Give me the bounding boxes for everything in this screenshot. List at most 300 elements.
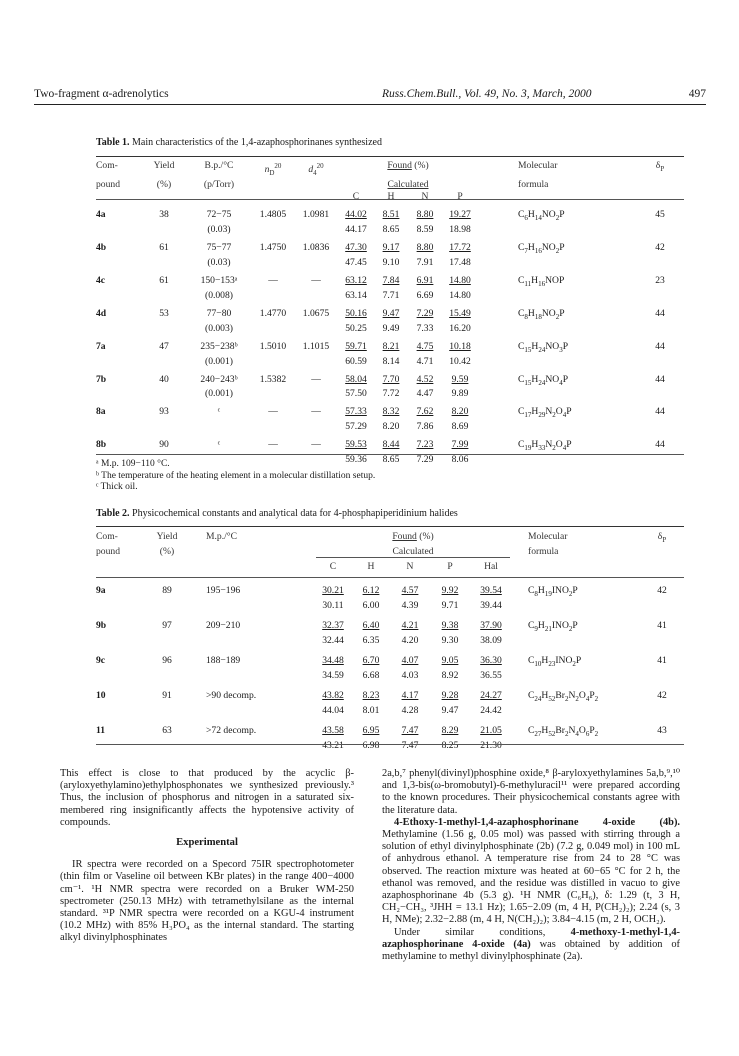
t2-h-yield-2: (%): [159, 545, 175, 557]
empty-cell: [512, 740, 640, 752]
table2-row-found: [96, 585, 684, 600]
table2-caption-text: Physicochemical constants and analytical data for 4-phosphapiperidinium halides: [132, 508, 458, 519]
mp-cell: >90 decomp.: [206, 689, 257, 701]
calc-value: 8.65: [382, 223, 400, 235]
nd-cell: —: [268, 406, 278, 418]
yield-cell: 91: [162, 689, 172, 701]
empty-cell: [96, 290, 142, 302]
bp-cell: 77−80: [206, 307, 232, 319]
formula-cell: $C_{27}H_{52}Br_2N_4O_6P_2$: [528, 724, 599, 738]
dp-cell: 42: [655, 241, 665, 253]
running-header: [34, 88, 706, 104]
table2-row-calc: [96, 705, 684, 717]
empty-cell: [96, 257, 142, 269]
spacer-cell: [478, 209, 518, 224]
table1-row-calc: [96, 257, 684, 269]
calc-value: 9.47: [441, 704, 459, 716]
empty-cell: [478, 421, 518, 433]
t2-h-mp: M.p./°C: [206, 531, 238, 542]
t1-h-dp: $\delta_P$: [655, 160, 665, 173]
dp-cell: 44: [655, 307, 665, 319]
calc-value: 9.10: [382, 256, 400, 268]
calc-value: 57.29: [345, 421, 367, 433]
table1-body: [96, 209, 684, 472]
calc-value: 4.39: [401, 599, 419, 611]
dp-cell: 43: [657, 724, 667, 736]
empty-cell: [146, 740, 188, 752]
empty-cell: [294, 224, 338, 236]
table2-row-calc: [96, 740, 684, 752]
calc-value: 8.69: [451, 421, 469, 433]
nd-cell: —: [268, 439, 278, 451]
compound-id: 9a: [96, 585, 106, 596]
table2-subheader-rule: [316, 557, 510, 558]
found-value: 6.70: [362, 654, 380, 666]
dp-cell: 44: [655, 340, 665, 352]
dp-cell: 42: [657, 585, 667, 596]
t2-h-yield-1: Yield: [156, 531, 178, 542]
yield-cell: 61: [159, 241, 169, 253]
empty-cell: [96, 388, 142, 400]
found-value: 59.71: [345, 340, 367, 352]
t2-h-pct: (%): [419, 531, 434, 542]
compound-id: 7b: [96, 373, 107, 385]
empty-cell: [636, 356, 684, 368]
empty-cell: [478, 454, 518, 466]
calc-value: 36.55: [480, 669, 502, 681]
spacer-cell: [478, 275, 518, 290]
t1-h-formula-2: formula: [518, 179, 549, 191]
found-value: 4.52: [416, 373, 434, 385]
calc-value: 8.01: [362, 704, 380, 716]
yield-cell: 97: [162, 619, 172, 631]
table1-row-found: [96, 406, 684, 421]
found-value: 8.29: [441, 724, 459, 736]
found-value: 39.54: [480, 585, 502, 596]
empty-cell: [640, 670, 684, 682]
experimental-heading: Experimental: [176, 837, 238, 849]
compound-id: 10: [96, 689, 106, 701]
bp-cell: 240−243ᵇ: [200, 373, 238, 385]
yield-cell: 93: [159, 406, 169, 418]
calc-value: 63.14: [345, 289, 367, 301]
table1-header: [96, 160, 684, 203]
empty-cell: [478, 257, 518, 269]
calc-value: 9.71: [441, 599, 459, 611]
table1-note-b: ᵇ The temperature of the heating element in a molecular distillation setup.: [96, 470, 376, 481]
found-value: 50.16: [345, 307, 367, 319]
table2-row-found: [96, 690, 684, 705]
calc-value: 60.59: [345, 355, 367, 367]
t1-h-pct: (%): [414, 160, 429, 171]
calc-value: 4.71: [416, 355, 434, 367]
compound-id: 4c: [96, 274, 106, 286]
yield-cell: 47: [159, 340, 169, 352]
empty-cell: [294, 421, 338, 433]
t1-h-formula-1: Molecular: [518, 160, 558, 171]
table1-label: Table 1.: [96, 137, 130, 148]
found-value: 32.37: [322, 619, 344, 631]
calc-value: 8.92: [441, 669, 459, 681]
found-value: 7.29: [416, 307, 434, 319]
header-rule: [34, 104, 706, 105]
pressure-cell: (0.003): [205, 322, 233, 334]
empty-cell: [636, 224, 684, 236]
calc-value: 8.59: [416, 223, 434, 235]
empty-cell: [188, 670, 314, 682]
found-value: 6.95: [362, 724, 380, 736]
found-value: 59.53: [345, 439, 367, 451]
calc-value: 6.98: [362, 739, 380, 751]
calc-value: 6.68: [362, 669, 380, 681]
table1-note-a: ᵃ M.p. 109−110 °C.: [96, 459, 170, 469]
empty-cell: [518, 323, 636, 335]
t2-h-found: Found: [392, 531, 417, 542]
t1-h-compound-1: Com-: [96, 160, 118, 171]
density-cell: 1.0981: [302, 209, 330, 220]
yield-cell: 90: [159, 439, 169, 451]
dp-cell: 42: [657, 689, 667, 701]
calc-value: 14.80: [449, 289, 471, 301]
calc-value: 50.25: [345, 322, 367, 334]
pressure-cell: [186, 421, 252, 433]
formula-cell: $C_{15}H_{24}NO_3P$: [518, 340, 569, 354]
yield-cell: 63: [162, 724, 172, 736]
calc-value: 17.48: [449, 256, 471, 268]
found-value: 9.17: [382, 241, 400, 253]
empty-cell: [142, 290, 186, 302]
calc-value: 7.91: [416, 256, 434, 268]
table1-row-calc: [96, 224, 684, 236]
yield-cell: 38: [159, 209, 169, 220]
compound-id: 9c: [96, 654, 106, 666]
experimental-paragraph: IR spectra were recorded on a Specord 75IR spectrophotometer (thin film or Vaseline oil between KBr plates) in the range 400−4000 cm⁻¹. ¹H NMR spectra were recorded on a Bruker WM-250 spectrometer (250.13 MHz) with tetramethylsilane as the internal standard. ³¹P NMR spectra were recorded on a KGU-4 instrument (10.2 MHz) with 85% H₃PO₄ as the internal standard. The starting alkyl divinylphosphinates: [60, 859, 354, 944]
found-value: 37.90: [480, 619, 502, 631]
table1-row-calc: [96, 388, 684, 400]
mp-cell: 209−210: [206, 619, 241, 631]
found-value: 19.27: [449, 209, 471, 220]
empty-cell: [252, 257, 294, 269]
calc-value: 10.42: [449, 355, 471, 367]
empty-cell: [96, 356, 142, 368]
t1-h-d4: $d_4^{20}$: [308, 162, 324, 178]
t1-h-nd: $n_D^{20}$: [264, 162, 282, 178]
empty-cell: [636, 323, 684, 335]
t1-h-found-group: [338, 160, 478, 179]
empty-cell: [188, 705, 314, 717]
empty-cell: [96, 224, 142, 236]
pressure-cell: (0.03): [207, 256, 231, 268]
empty-cell: [294, 323, 338, 335]
calc-value: 18.98: [449, 223, 471, 235]
yield-cell: 53: [159, 307, 169, 319]
found-value: 9.92: [441, 585, 459, 596]
running-title: Two-fragment α-adrenolytics: [34, 88, 169, 100]
empty-cell: [146, 670, 188, 682]
dp-cell: 45: [655, 209, 665, 220]
table2-row-found: [96, 620, 684, 635]
empty-cell: [640, 740, 684, 752]
empty-cell: [96, 635, 146, 647]
table2-row-calc: [96, 600, 684, 612]
bp-cell: ᶜ: [217, 406, 221, 418]
table1-row-found: [96, 341, 684, 356]
density-cell: —: [311, 406, 321, 418]
found-value: 34.48: [322, 654, 344, 666]
empty-cell: [640, 705, 684, 717]
t1-h-yield-2: (%): [156, 179, 172, 191]
empty-cell: [188, 600, 314, 612]
found-value: 36.30: [480, 654, 502, 666]
compound-id: 4a: [96, 209, 106, 220]
density-cell: 1.0836: [302, 241, 330, 253]
found-value: 24.27: [480, 689, 502, 701]
table2-row-calc: [96, 635, 684, 647]
dp-cell: 44: [655, 373, 665, 385]
found-value: 9.38: [441, 619, 459, 631]
empty-cell: [478, 224, 518, 236]
density-cell: 1.0675: [302, 307, 330, 319]
t2-h-dp: $\delta_P$: [657, 531, 667, 544]
found-value: 17.72: [449, 241, 471, 253]
calc-value: 38.09: [480, 634, 502, 646]
table1-row-found: [96, 439, 684, 454]
calc-value: 4.03: [401, 669, 419, 681]
found-value: 8.20: [451, 406, 469, 418]
calc-value: 39.44: [480, 599, 502, 611]
calc-value: 4.47: [416, 388, 434, 400]
spacer-cell: [478, 374, 518, 389]
calc-value: 9.49: [382, 322, 400, 334]
table1-caption: [96, 137, 382, 148]
formula-cell: $C_8H_{19}INO_2P$: [528, 585, 578, 598]
found-value: 8.32: [382, 406, 400, 418]
table2-label: Table 2.: [96, 508, 130, 519]
density-cell: —: [311, 373, 321, 385]
found-value: 30.21: [322, 585, 344, 596]
table2-subheader: [96, 561, 684, 573]
empty-cell: [188, 635, 314, 647]
t2-h-formula-2: formula: [528, 545, 559, 557]
compound-4b-title: 4-Ethoxy-1-methyl-1,4-azaphosphorinane 4-oxide (4b).: [394, 816, 680, 828]
calc-value: 8.25: [441, 739, 459, 751]
nd-cell: 1.5010: [259, 340, 287, 352]
t1-h-n: N: [421, 191, 429, 203]
found-value: 9.47: [382, 307, 400, 319]
yield-cell: 61: [159, 274, 169, 286]
compound-id: 8b: [96, 439, 107, 451]
right-para3-start: Under similar conditions,: [394, 926, 571, 938]
table2-caption: [96, 508, 458, 519]
bp-cell: 235−238ᵇ: [200, 340, 238, 352]
empty-cell: [96, 323, 142, 335]
formula-cell: $C_7H_{16}NO_2P$: [518, 241, 565, 255]
nd-cell: 1.4805: [259, 209, 287, 220]
empty-cell: [518, 257, 636, 269]
table1-row-calc: [96, 290, 684, 302]
found-value: 57.33: [345, 406, 367, 418]
calc-value: 57.50: [345, 388, 367, 400]
nd-cell: 1.5382: [259, 373, 287, 385]
empty-cell: [518, 388, 636, 400]
calc-value: 44.17: [345, 223, 367, 235]
empty-cell: [252, 290, 294, 302]
empty-cell: [294, 388, 338, 400]
empty-cell: [478, 323, 518, 335]
nd-cell: 1.4770: [259, 307, 287, 319]
calc-value: 34.59: [322, 669, 344, 681]
formula-cell: $C_{10}H_{23}INO_2P$: [528, 654, 582, 668]
t1-h-bp-2: (p/Torr): [203, 179, 235, 191]
t2-h-c: C: [329, 561, 337, 572]
found-value: 8.23: [362, 689, 380, 701]
empty-cell: [512, 600, 640, 612]
empty-cell: [512, 705, 640, 717]
mp-cell: >72 decomp.: [206, 724, 257, 736]
t1-h-h: H: [387, 191, 395, 203]
formula-cell: $C_8H_{18}NO_2P$: [518, 307, 565, 321]
journal-citation: Russ.Chem.Bull., Vol. 49, No. 3, March, 2000: [382, 88, 592, 100]
dp-cell: 23: [655, 274, 665, 286]
formula-cell: $C_{11}H_{16}NOP$: [518, 274, 565, 288]
t1-h-p: P: [457, 191, 463, 203]
t2-h-hal: Hal: [484, 561, 498, 572]
pressure-cell: (0.03): [207, 223, 231, 235]
calc-value: 4.28: [401, 704, 419, 716]
calc-value: 7.33: [416, 322, 434, 334]
table2-row-found: [96, 655, 684, 670]
empty-cell: [478, 356, 518, 368]
table1-row-found: [96, 275, 684, 290]
mp-cell: 195−196: [206, 585, 241, 596]
page-number: 497: [688, 88, 706, 100]
bp-cell: 150−153ᵃ: [200, 274, 238, 286]
empty-cell: [96, 740, 146, 752]
t2-h-compound-2: pound: [96, 545, 120, 557]
empty-cell: [96, 670, 146, 682]
found-value: 44.02: [345, 209, 367, 220]
empty-cell: [188, 740, 314, 752]
bp-cell: 72−75: [206, 209, 232, 220]
calc-value: 4.20: [401, 634, 419, 646]
found-value: 9.05: [441, 654, 459, 666]
calc-value: 6.00: [362, 599, 380, 611]
calc-value: 9.89: [451, 388, 469, 400]
empty-cell: [252, 421, 294, 433]
calc-value: 8.65: [382, 454, 400, 466]
dp-cell: 41: [657, 654, 667, 666]
empty-cell: [518, 290, 636, 302]
table1-row-calc: [96, 421, 684, 433]
t2-h-n: N: [406, 561, 414, 572]
bp-cell: 75−77: [206, 241, 232, 253]
empty-cell: [146, 705, 188, 717]
density-cell: 1.1015: [302, 340, 330, 352]
empty-cell: [142, 323, 186, 335]
density-cell: —: [311, 274, 321, 286]
empty-cell: [142, 224, 186, 236]
calc-value: 6.35: [362, 634, 380, 646]
found-value: 6.91: [416, 274, 434, 286]
empty-cell: [640, 600, 684, 612]
found-value: 8.44: [382, 439, 400, 451]
table2-row-calc: [96, 670, 684, 682]
found-value: 7.99: [451, 439, 469, 451]
table2-header: [96, 531, 684, 558]
found-value: 6.40: [362, 619, 380, 631]
right-paragraph-2: [382, 817, 680, 927]
left-intro-paragraph: This effect is close to that produced by the acyclic β-(aryloxyethylamino)ethylphosphonates we synthesized previously.³ Thus, the inclusion of phosphorus and nitrogen in a saturated six-membered ring insignificantly affects the hypotensive activity of compounds.: [60, 768, 354, 828]
found-value: 7.47: [401, 724, 419, 736]
calc-value: 21.30: [480, 739, 502, 751]
found-value: 10.18: [449, 340, 471, 352]
t2-h-found-group: [314, 531, 512, 546]
empty-cell: [96, 705, 146, 717]
found-value: 43.82: [322, 689, 344, 701]
compound-id: 4b: [96, 241, 107, 253]
formula-cell: $C_6H_{14}NO_2P$: [518, 209, 565, 222]
calc-value: 7.47: [401, 739, 419, 751]
table1-notes: [96, 459, 375, 494]
table2-body: [96, 585, 684, 760]
empty-cell: [636, 454, 684, 466]
empty-cell: [96, 421, 142, 433]
empty-cell: [518, 454, 636, 466]
formula-cell: $C_{17}H_{29}N_2O_4P$: [518, 406, 572, 420]
found-value: 7.62: [416, 406, 434, 418]
empty-cell: [636, 257, 684, 269]
empty-cell: [478, 388, 518, 400]
found-value: 43.58: [322, 724, 344, 736]
spacer-cell: [478, 242, 518, 257]
table2-bottom-rule: [96, 744, 684, 745]
empty-cell: [252, 323, 294, 335]
left-column: [60, 768, 354, 945]
compound-id: 7a: [96, 340, 106, 352]
t1-h-c: C: [352, 191, 360, 203]
density-cell: —: [311, 439, 321, 451]
found-value: 8.51: [382, 209, 400, 220]
table1-row-calc: [96, 356, 684, 368]
dp-cell: 41: [657, 619, 667, 631]
empty-cell: [512, 670, 640, 682]
calc-value: 24.42: [480, 704, 502, 716]
found-value: 4.07: [401, 654, 419, 666]
compound-id: 8a: [96, 406, 106, 418]
formula-cell: $C_{19}H_{33}N_2O_4P$: [518, 439, 572, 453]
empty-cell: [294, 290, 338, 302]
pressure-cell: (0.008): [205, 289, 233, 301]
found-value: 9.28: [441, 689, 459, 701]
empty-cell: [640, 635, 684, 647]
found-value: 6.12: [362, 585, 380, 596]
empty-cell: [518, 421, 636, 433]
empty-cell: [142, 257, 186, 269]
formula-cell: $C_{24}H_{52}Br_2N_2O_4P_2$: [528, 689, 599, 703]
calc-value: 7.72: [382, 388, 400, 400]
t2-h-formula-1: Molecular: [528, 531, 568, 542]
calc-value: 7.29: [416, 454, 434, 466]
empty-cell: [518, 224, 636, 236]
table2-top-rule: [96, 526, 684, 527]
found-value: 8.80: [416, 241, 434, 253]
nd-cell: —: [268, 274, 278, 286]
yield-cell: 89: [162, 585, 172, 596]
right-column: [382, 768, 680, 963]
found-value: 21.05: [480, 724, 502, 736]
spacer-cell: [478, 308, 518, 323]
found-value: 58.04: [345, 373, 367, 385]
